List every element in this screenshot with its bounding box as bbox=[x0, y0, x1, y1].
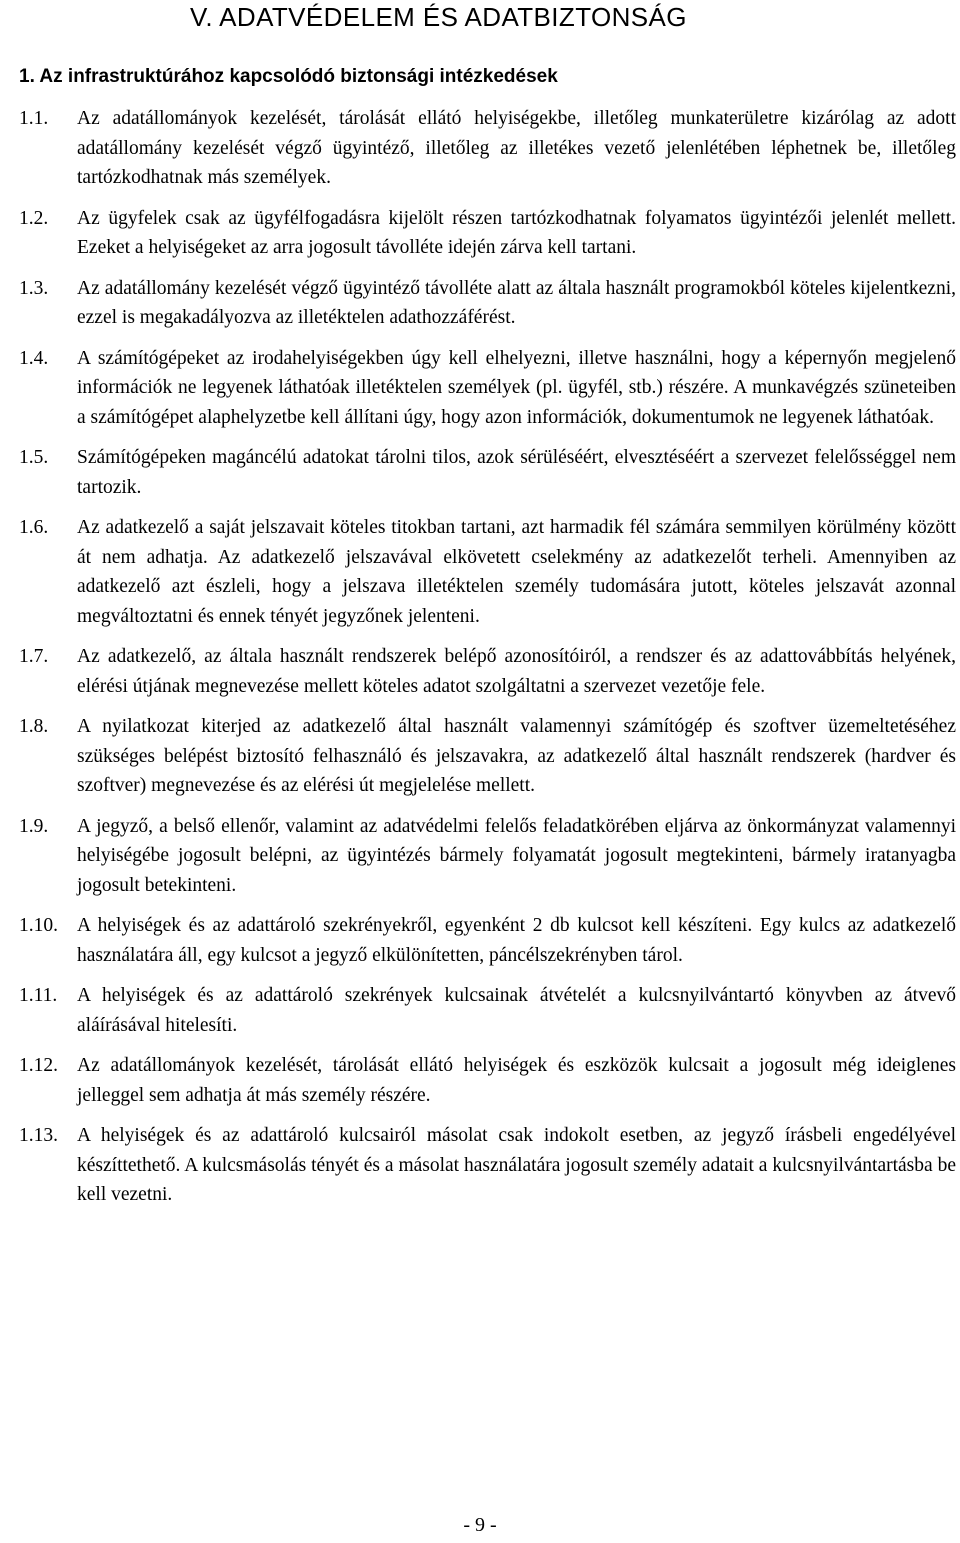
item-text: Számítógépeken magáncélú adatokat tárolni tilos, azok sérüléséért, elvesztéséért a szervezet felelősséggel nem tartozik. bbox=[77, 447, 956, 498]
item-number: 1.5. bbox=[19, 447, 49, 468]
list-item bbox=[19, 1051, 956, 1110]
item-number: 1.9. bbox=[19, 815, 49, 837]
item-text: A helyiségek és az adattároló kulcsairól másolat csak indokolt esetben, az jegyző írásbeli engedélyével készíttethető. A kulcsmásolás tényét és a másolat használatára jogosult személy adatait a kulcsnyilvántartásba be kell vezetni. bbox=[77, 1125, 956, 1205]
item-text: A nyilatkozat kiterjed az adatkezelő által használt valamennyi számítógép és szoftver üzemeltetéséhez szükséges belépést biztosító felhasználó és jelszavakra, az adatkezelő által használt rendszerek (hardver és szoftver) megnevezése és az elérési út megjelelése mellett. bbox=[77, 716, 956, 796]
item-text: Az adatállományok kezelését, tárolását ellátó helyiségek és eszközök kulcsait a jogosult még ideiglenes jelleggel sem adhatja át más személy részére. bbox=[77, 1055, 956, 1106]
chapter-title: V. ADATVÉDELEM ÉS ADATBIZTONSÁG bbox=[190, 2, 687, 32]
list-item bbox=[19, 712, 956, 801]
item-number: 1.7. bbox=[19, 646, 49, 667]
item-number: 1.11. bbox=[19, 985, 58, 1006]
list-item bbox=[19, 1121, 956, 1210]
list-item bbox=[19, 513, 956, 631]
list-item bbox=[19, 981, 956, 1040]
item-number: 1.3. bbox=[19, 277, 49, 299]
item-number: 1.12. bbox=[19, 1055, 58, 1076]
page-number: - 9 - bbox=[463, 1514, 497, 1536]
list-item bbox=[19, 344, 956, 433]
item-number: 1.1. bbox=[19, 108, 49, 129]
item-text: A jegyző, a belső ellenőr, valamint az adatvédelmi felelős feladatkörében eljárva az önkormányzat valamennyi helyiségébe jogosult belépni, az ügyintézés bármely folyamatát jogosult megtekinteni, bármely iratanyagba jogosult betekinteni. bbox=[77, 815, 956, 896]
list-item bbox=[19, 642, 956, 701]
list-item bbox=[19, 812, 956, 901]
list-item bbox=[19, 443, 956, 502]
item-text: Az adatkezelő a saját jelszavait köteles titokban tartani, azt harmadik fél számára semmilyen körülmény között át nem adhatja. Az adatkezelő jelszavával elkövetett cselekmény az adatkezelőt terheli. Amennyiben az adatkezelő azt észleli, hogy a jelszava illetéktelen személy tudomására jutott, köteles jelszavát azonnal megváltoztatni és ennek tényét jegyzőnek jelenteni. bbox=[77, 517, 956, 627]
list-item bbox=[19, 104, 956, 193]
measures-list bbox=[19, 104, 956, 1221]
list-item bbox=[19, 274, 956, 333]
item-number: 1.8. bbox=[19, 716, 49, 737]
list-item bbox=[19, 911, 956, 970]
item-text: Az adatállomány kezelését végző ügyintéző távolléte alatt az általa használt programokból köteles kijelentkezni, ezzel is megakadályozva az illetéktelen adathozzáférést. bbox=[77, 277, 956, 328]
list-item bbox=[19, 204, 956, 263]
item-text: Az adatkezelő, az általa használt rendszerek belépő azonosítóiról, a rendszer és az adattovábbítás helyének, elérési útjának megnevezése mellett köteles adatot szolgáltatni a szervezet vezetője fele. bbox=[77, 646, 956, 697]
item-number: 1.6. bbox=[19, 517, 49, 538]
item-text: A helyiségek és az adattároló szekrények kulcsainak átvételét a kulcsnyilvántartó könyvben az átvevő aláírásával hitelesíti. bbox=[77, 985, 956, 1036]
item-number: 1.4. bbox=[19, 347, 49, 369]
item-text: Az adatállományok kezelését, tárolását ellátó helyiségekbe, illetőleg munkaterületre kizárólag az adott adatállomány kezelését végző ügyintéző, illetőleg az illetékes vezető jelenlétében léphetnek be, illetőleg tartózkodhatnak más személyek. bbox=[77, 108, 956, 188]
item-number: 1.13. bbox=[19, 1125, 58, 1146]
item-number: 1.10. bbox=[19, 915, 58, 936]
section-heading: 1. Az infrastruktúrához kapcsolódó biztonsági intézkedések bbox=[19, 66, 558, 87]
item-text: A helyiségek és az adattároló szekrényekről, egyenként 2 db kulcsot kell készíteni. Egy kulcs az adatkezelő használatára áll, egy kulcsot a jegyző elkülönítetten, páncélszekrényben tárol. bbox=[77, 915, 956, 966]
item-number: 1.2. bbox=[19, 207, 49, 229]
item-text: A számítógépeket az irodahelyiségekben úgy kell elhelyezni, illetve használni, hogy a képernyőn megjelenő információk ne legyenek láthatóak illetéktelen személyek (pl. ügyfél, stb.) részére. A munkavégzés szüneteiben a számítógépet alaphelyzetbe kell állítani úgy, hogy azon információk, dokumentumok ne legyenek láthatóak. bbox=[77, 347, 956, 428]
item-text: Az ügyfelek csak az ügyfélfogadásra kijelölt részen tartózkodhatnak folyamatos ügyintézői jelenlét mellett. Ezeket a helyiségeket az arra jogosult távolléte idején zárva kell tartani. bbox=[77, 207, 956, 258]
